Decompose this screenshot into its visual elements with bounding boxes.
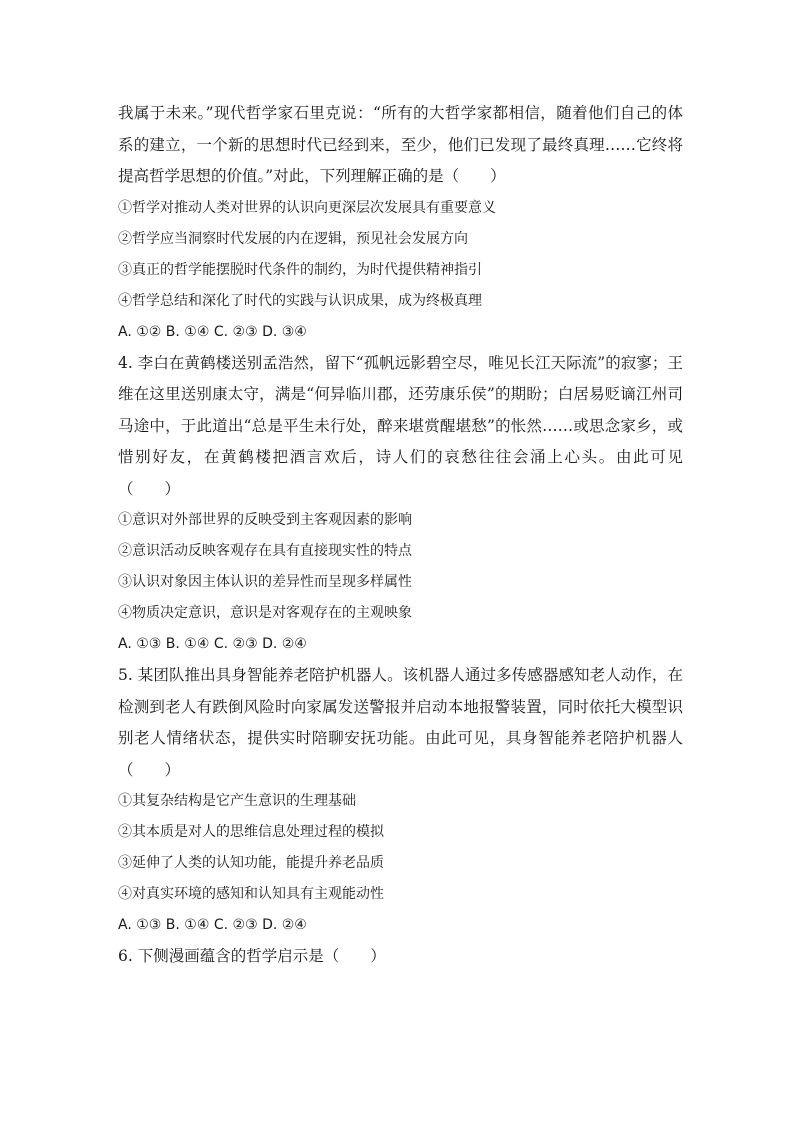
question-4-stem: 4. 李白在黄鹤楼送别孟浩然，留下“孤帆远影碧空尽，唯见长江天际流”的寂寥；王维在这里送别康太守，满是“何异临川郡，还劳康乐侯”的期盼；白居易贬谪江州司马途中，于此道出“总是平生未行处，醉来堪赏醒堪愁”的怅然……或思念家乡，或惜别好友，在黄鹤楼把酒言欢后，诗人们的哀愁往往会涌上心头。由此可见（ ）	[118, 353, 683, 498]
question-4-choices: A. ①③ B. ①④ C. ②③ D. ②④	[118, 636, 307, 652]
question-5-choices: A. ①③ B. ①④ C. ②③ D. ②④	[118, 917, 307, 933]
question-3-option-3: ③真正的哲学能摆脱时代条件的制约，为时代提供精神指引	[118, 261, 482, 278]
question-3-option-1: ①哲学对推动人类对世界的认识向更深层次发展具有重要意义	[118, 199, 496, 216]
question-5-stem: 5. 某团队推出具身智能养老陪护机器人。该机器人通过多传感器感知老人动作，在检测到老人有跌倒风险时向家属发送警报并启动本地报警装置，同时依托大模型识别老人情绪状态，提供实时陪聊安抚功能。由此可见，具身智能养老陪护机器人（ ）	[118, 666, 683, 779]
question-5-option-4: ④对真实环境的感知和认知具有主观能动性	[118, 886, 384, 902]
question-3-stem: 我属于未来。”现代哲学家石里克说：“所有的大哲学家都相信，随着他们自己的体系的建立，一个新的思想时代已经到来，至少，他们已发现了最终真理……它终将提高哲学思想的价值。”对此，下列理解正确的是（ ）	[118, 104, 683, 185]
question-5-option-3: ③延伸了人类的认知功能，能提升养老品质	[118, 855, 384, 871]
question-3-option-4: ④哲学总结和深化了时代的实践与认识成果，成为终极真理	[118, 292, 482, 309]
question-4-option-1: ①意识对外部世界的反映受到主客观因素的影响	[118, 512, 412, 528]
question-6-stem: 6. 下侧漫画蕴含的哲学启示是（ ）	[118, 947, 386, 965]
question-5-option-2: ②其本质是对人的思维信息处理过程的模拟	[118, 824, 384, 840]
question-3-choices: A. ①② B. ①④ C. ②③ D. ③④	[118, 323, 307, 340]
question-5-option-1: ①其复杂结构是它产生意识的生理基础	[118, 793, 356, 809]
question-4-option-4: ④物质决定意识，意识是对客观存在的主观映象	[118, 605, 412, 621]
exam-page	[118, 98, 683, 973]
question-4-option-2: ②意识活动反映客观存在具有直接现实性的特点	[118, 543, 412, 559]
question-3-option-2: ②哲学应当洞察时代发展的内在逻辑，预见社会发展方向	[118, 230, 468, 247]
question-4-option-3: ③认识对象因主体认识的差异性而呈现多样属性	[118, 574, 412, 590]
